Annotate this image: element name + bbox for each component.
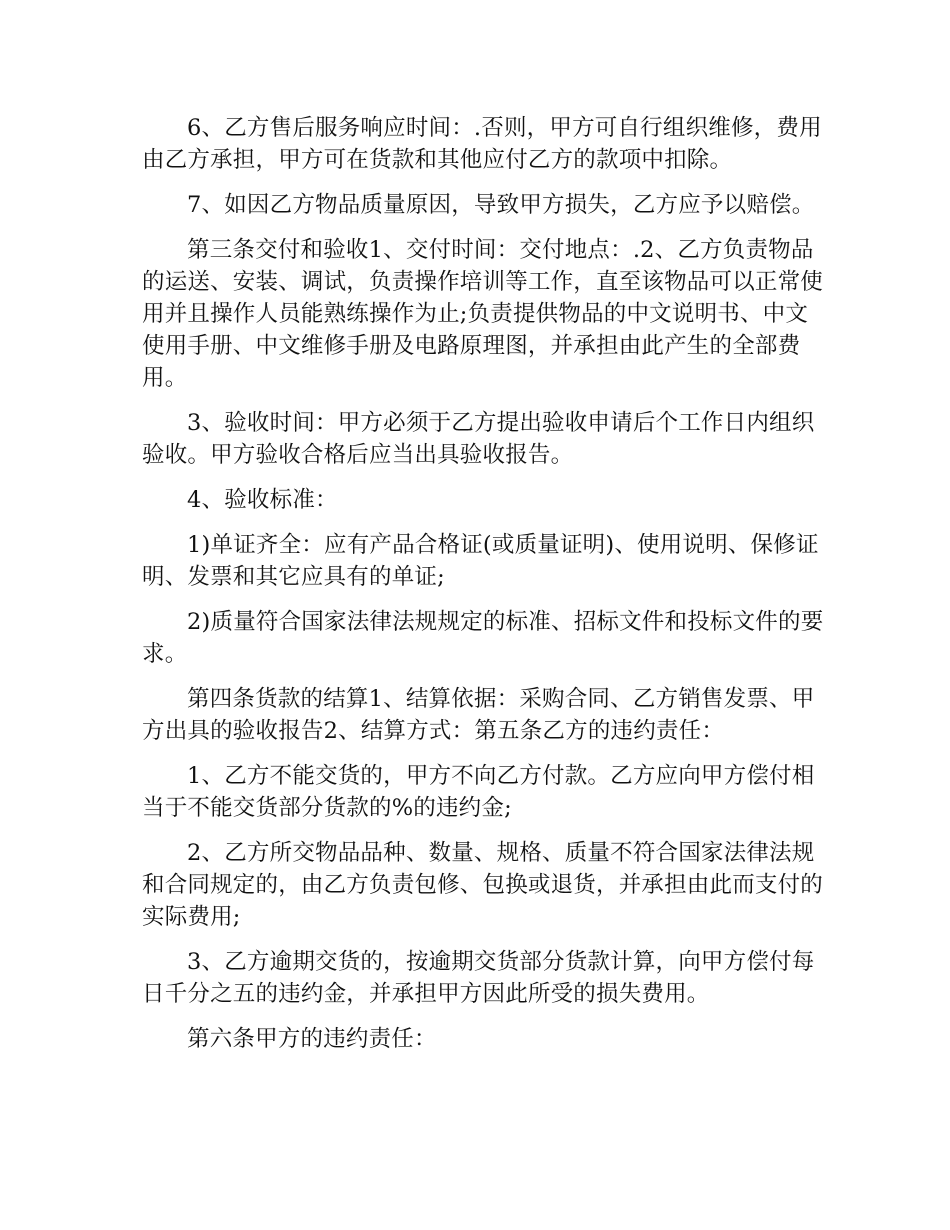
paragraph-acceptance-standard: 4、验收标准： bbox=[187, 487, 338, 513]
paragraph-breach-nonconforming: 2、乙方所交物品品种、数量、规格、质量不符合国家法律法规和合同规定的，由乙方负责包修、包换或退货，并承担由此而支付的实际费用; bbox=[142, 840, 824, 930]
paragraph-after-sales-response: 6、乙方售后服务响应时间：.否则，甲方可自行组织维修，费用由乙方承担，甲方可在货款和其他应付乙方的款项中扣除。 bbox=[142, 115, 822, 173]
paragraph-standard-quality: 2)质量符合国家法律法规规定的标准、招标文件和投标文件的要求。 bbox=[142, 609, 824, 667]
paragraph-standard-documents: 1)单证齐全：应有产品合格证(或质量证明)、使用说明、保修证明、发票和其它应具有的单证; bbox=[142, 532, 819, 590]
paragraph-article-6-heading: 第六条甲方的违约责任： bbox=[187, 1026, 437, 1052]
paragraph-article-3-delivery: 第三条交付和验收1、交付时间：交付地点：.2、乙方负责物品的运送、安装、调试，负责操作培训等工作，直至该物品可以正常使用并且操作人员能熟练操作为止;负责提供物品的中文说明书、中文使用手册、中文维修手册及电路原理图，并承担由此产生的全部费用。 bbox=[142, 237, 824, 391]
document-body bbox=[142, 112, 830, 1068]
paragraph-breach-late-delivery: 3、乙方逾期交货的，按逾期交货部分货款计算，向甲方偿付每日千分之五的违约金，并承担甲方因此所受的损失费用。 bbox=[142, 949, 815, 1007]
paragraph-quality-compensation: 7、如因乙方物品质量原因，导致甲方损失，乙方应予以赔偿。 bbox=[187, 192, 815, 218]
paragraph-acceptance-time: 3、验收时间：甲方必须于乙方提出验收申请后个工作日内组织验收。甲方验收合格后应当出具验收报告。 bbox=[142, 410, 815, 468]
paragraph-article-4-settlement: 第四条货款的结算1、结算依据：采购合同、乙方销售发票、甲方出具的验收报告2、结算方式：第五条乙方的违约责任： bbox=[142, 686, 815, 744]
paragraph-breach-no-delivery: 1、乙方不能交货的，甲方不向乙方付款。乙方应向甲方偿付相当于不能交货部分货款的%的违约金; bbox=[142, 763, 815, 821]
